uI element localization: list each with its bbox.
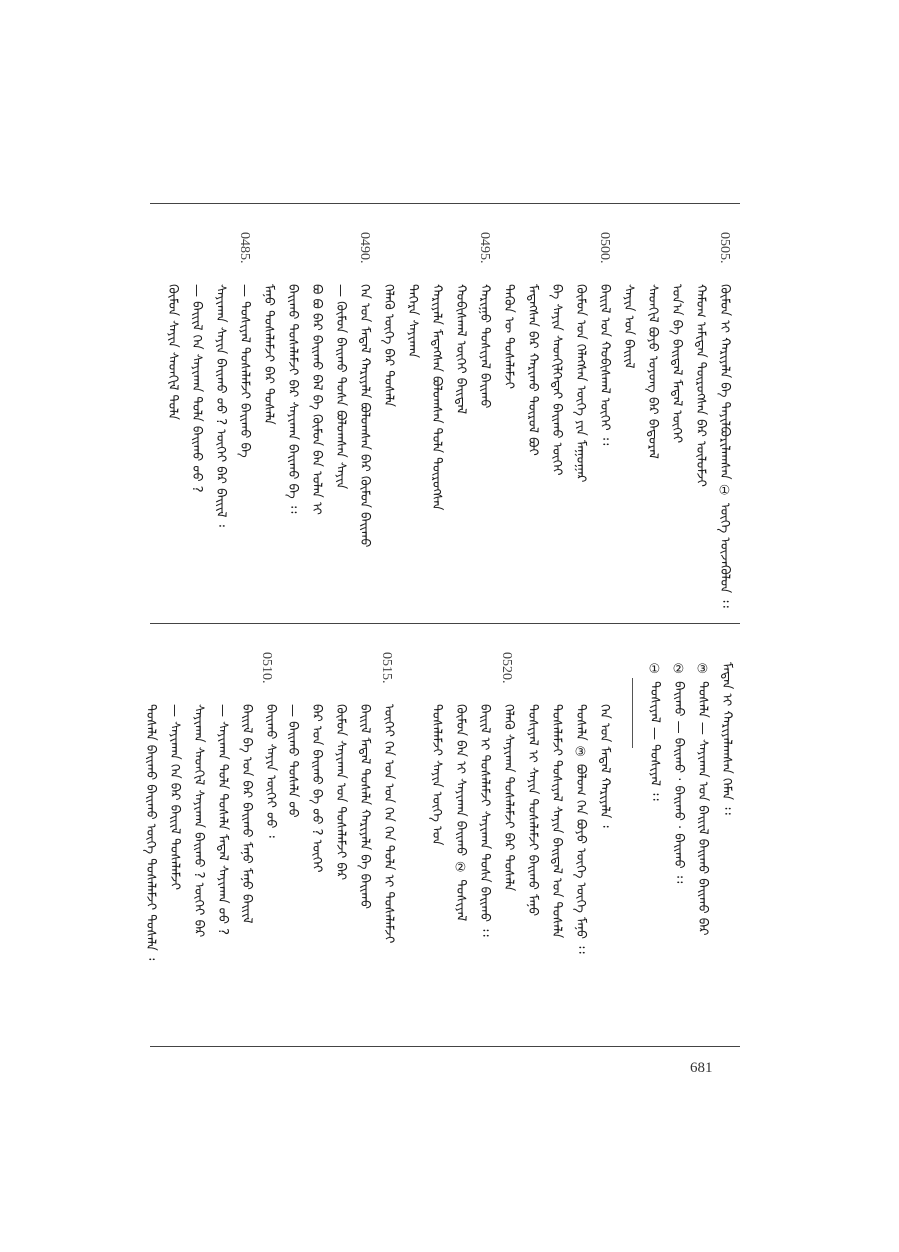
text-line: ᠬᠦᠮᠦᠨ ᠪᠠᠨ ᠢ ᠰᠠᠶᠢᠬᠠᠨ ᠪᠠᠢᠬᠤ ② ᠲᠤᠰᠢᠶᠠᠯ: [453, 704, 468, 922]
text-line: ᠰᠠᠶᠢᠬᠠᠨ ᠰᠡᠳᠬᠢᠯ ᠰᠠᠶᠢᠬᠠᠨ ᠪᠠᠢᠬᠤ ? ᠦᠭᠡᠢ ᠪᠡᠷ: [191, 704, 206, 938]
text-line: ᠪᠠᠢᠬᠤ ᠰᠠᠶᠢᠨ ᠦᠭᠡᠢ ᠤᠤ ᠄: [263, 704, 278, 838]
middle-rule: [150, 623, 740, 624]
entry-number: 0515.: [379, 652, 394, 684]
text-line: ᠲᠤᠰᠠᠯᠠ ᠪᠠᠢᠬᠤ ᠪᠠᠢᠬᠤ ᠦᠭᠡ ᠲᠤᠰᠠᠯᠠᠮᠵᠢ ᠲᠤᠰᠠᠯᠠ ᠄: [143, 704, 158, 961]
footnote-line: ᠮᠡᠳᠡᠨ ᠢ ᠬᠠᠷᠢᠶᠠᠯᠠᠭᠰᠠᠨ ᠬᠡᠮᠡᠨ ᠄᠄: [719, 662, 734, 815]
footnote-line: ③ ᠲᠤᠰᠠᠯᠠ — ᠰᠠᠶᠢᠬᠠᠨ ᠤᠨ ᠪᠠᠢᠢᠯ ᠪᠠᠢᠬᠤ ᠪᠠᠢᠬᠤ ᠪᠠᠷ: [695, 662, 710, 936]
footnote-line: ① ᠲᠤᠰᠢᠶᠠᠯ — ᠲᠤᠰᠢᠶᠠᠯ ᠄᠄: [647, 662, 662, 801]
entry-number: 0505.: [717, 232, 732, 264]
text-line: ᠮᠠᠨᠤ ᠲᠤᠰᠠᠯᠠᠮᠵᠢ ᠪᠡᠷ ᠲᠤᠰᠠᠯᠠ: [261, 284, 276, 425]
footnote-divider: [632, 678, 633, 748]
text-line: ᠬᠠᠮᠤᠭ ᠠᠮᠢᠲᠠᠨ ᠲᠦᠷᠦᠭᠰᠡᠨ ᠪᠡᠷ ᠦᠯᠦᠮᠵᠢ: [693, 284, 708, 487]
entry-number: 0510.: [259, 652, 274, 684]
text-line: ᠬᠠᠷᠢᠶᠠᠯᠠ ᠮᠡᠳᠡᠭᠰᠡᠨ ᠪᠤᠯᠤᠭᠰᠠᠨ ᠲᠤᠯᠠ ᠲᠦᠷᠦᠭᠰᠡᠨ: [429, 284, 444, 511]
text-line: ᠬᠡᠯᠡᠬᠦ ᠦᠭᠡ ᠪᠡᠷ ᠲᠤᠰᠠᠯᠠ: [381, 284, 396, 407]
text-line: — ᠲᠤᠰᠢᠶᠠᠯ ᠲᠤᠰᠠᠯᠠᠮᠵᠢ ᠪᠠᠢᠬᠤ ᠪᠠ: [237, 284, 252, 458]
text-line: ᠲᠤᠰᠢᠶᠠᠯ ᠢ ᠰᠠᠶᠢᠨ ᠲᠤᠰᠠᠯᠠᠮᠵᠢ ᠪᠠᠢᠬᠤ ᠮᠠᠨᠤ: [525, 704, 540, 917]
text-line: ᠪᠠ ᠰᠠᠶᠢᠨ ᠰᠡᠳᠬᠢᠯᠭᠡᠲᠡᠢ ᠪᠠᠢᠬᠤ ᠦᠭᠡᠢ: [549, 284, 564, 476]
text-line: ᠬᠦᠮᠦᠨ ᠤᠨ ᠬᠡᠯᠡᠭᠰᠡᠨ ᠦᠭᠡ ᠶᠢᠨ ᠮᠠᠭᠤᠭᠠᠷ: [573, 284, 588, 483]
text-line: ᠪᠤ ᠪᠤ ᠪᠠᠷ ᠪᠠᠢᠬᠤ ᠪᠡᠯ ᠪᠠ ᠬᠦᠮᠦᠨ ᠪᠠᠨ ᠤᠯᠠᠨ ᠢ: [309, 284, 324, 515]
text-line: ᠲᠤᠰᠠᠯᠠᠮᠵᠢ ᠲᠤᠰᠢᠶᠠᠯ ᠰᠠᠶᠢᠨ ᠪᠠᠢᠳᠠᠯ ᠤᠨ ᠲᠤᠰᠠᠯᠠ: [549, 704, 564, 939]
text-line: ᠲᠤᠰᠠᠯᠠᠮᠵᠢ ᠰᠠᠶᠢᠨ ᠦᠭᠡ ᠤᠨ: [429, 704, 444, 846]
text-line: ᠤᠨ᠎ᠠ ᠪᠠ ᠪᠠᠢᠳᠠᠯ ᠮᠡᠳᠡᠯ ᠦᠭᠡᠢ: [669, 284, 684, 444]
text-line: ᠲᠤᠰᠠᠯᠠ ③ ᠪᠤᠯᠤᠭ ᠬᠡᠨ ᠪᠤᠶᠤ ᠦᠭᠡ ᠦᠭᠡ ᠮᠠᠨᠤ ᠄᠄: [573, 704, 588, 954]
entry-number: 0495.: [477, 232, 492, 264]
text-line: ᠮᠡᠳᠡᠭᠰᠡᠨ ᠪᠡᠷ ᠬᠠᠷᠢᠬᠤ ᠲᠦᠷᠦᠯ ᠪᠤᠢ: [525, 284, 540, 456]
text-line: — ᠬᠦᠮᠦᠨ ᠪᠠᠢᠬᠤ ᠲᠤᠰᠠ ᠪᠤᠯᠤᠭᠰᠠᠨ ᠰᠠᠶᠢᠨ: [333, 284, 348, 490]
text-line: — ᠪᠠᠢᠢᠯ ᠬᠡᠨ ᠰᠠᠶᠢᠬᠠᠨ ᠲᠤᠯᠠ ᠪᠠᠢᠬᠤ ᠤᠤ ?: [189, 284, 204, 493]
text-line: ᠳᠡᠭᠡᠷᠡ ᠰᠠᠶᠢᠬᠠᠨ: [405, 284, 420, 358]
text-line: ᠬᠦᠮᠦᠨ ᠢ ᠬᠠᠷᠢᠶᠠᠯᠠ ᠪᠡ ᠲᠠᠶᠢᠯᠪᠤᠷᠢᠯᠠᠭᠰᠠᠨ ① ᠦᠭᠡ ᠦᠵᠡᠭᠦᠯᠦᠨ ᠄᠄: [717, 284, 732, 608]
text-line: ᠪᠠᠢᠢᠯ ᠤᠨ ᠬᠤᠪᠢᠰᠬᠠᠯ ᠦᠭᠡᠢ ᠄᠄: [597, 284, 612, 446]
text-line: ᠬᠦᠮᠦᠨ ᠰᠠᠶᠢᠨ ᠰᠡᠳᠬᠢᠯ ᠲᠤᠯᠠ: [165, 284, 180, 420]
text-line: ᠬᠡᠨ ᠤᠨ ᠮᠡᠳᠡᠯ ᠬᠠᠷᠢᠶᠠᠯᠠ ᠪᠤᠯᠤᠭᠰᠠᠨ ᠪᠡᠷ ᠬᠦᠮᠦᠨ ᠪᠠᠢᠬᠤ: [357, 284, 372, 548]
text-line: ᠦᠭᠡᠢ ᠬᠡᠨ ᠤᠨ ᠤᠨ ᠬᠡᠨ ᠬᠡᠨ ᠲᠤᠯᠠ ᠢ ᠲᠤᠰᠠᠯᠠᠮᠵᠢ: [381, 704, 396, 944]
bottom-rule: [150, 1046, 740, 1047]
entry-number: 0520.: [499, 652, 514, 684]
text-line: ᠰᠠᠶᠢᠬᠠᠨ ᠰᠠᠶᠢᠨ ᠪᠠᠢᠬᠤ ᠤᠤ ? ᠦᠭᠡᠢ ᠪᠡᠷ ᠪᠠᠢᠢᠯ ᠄: [213, 284, 228, 527]
text-line: ᠬᠡᠯᠡᠬᠦ ᠰᠠᠶᠢᠬᠠᠨ ᠲᠤᠰᠠᠯᠠᠮᠵᠢ ᠪᠡᠷ ᠲᠤᠰᠠᠯᠠ: [501, 704, 516, 892]
text-line: ᠪᠠᠢᠢᠯ ᠪᠠ ᠤᠨ ᠪᠡᠷ ᠪᠠᠢᠬᠤ ᠮᠠᠨᠤ ᠮᠠᠨᠤ ᠪᠠᠢᠢᠯ: [239, 704, 254, 924]
text-line: ᠬᠡᠨ ᠤᠨ ᠮᠡᠳᠡᠯ ᠬᠠᠷᠢᠶᠠᠯᠠ ᠄: [597, 704, 612, 828]
text-line: — ᠪᠠᠢᠬᠤ ᠲᠤᠰᠠᠯᠠ ᠤᠤ: [285, 704, 300, 818]
entry-number: 0500.: [597, 232, 612, 264]
top-rule: [150, 203, 740, 204]
text-line: — ᠰᠠᠶᠢᠬᠠᠨ ᠲᠤᠯᠠ ᠲᠤᠰᠠᠯᠠ ᠮᠡᠳᠡᠯ ᠰᠠᠶᠢᠬᠠᠨ ᠤᠤ ?: [215, 704, 230, 935]
text-line: ᠪᠠᠢᠬᠤ ᠲᠤᠰᠠᠯᠠᠮᠵᠢ ᠪᠡᠷ ᠰᠠᠶᠢᠬᠠᠨ ᠪᠠᠢᠬᠤ ᠪᠠ ᠄᠄: [285, 284, 300, 514]
text-line: — ᠰᠠᠶᠢᠬᠠᠨ ᠬᠡᠨ ᠪᠡᠷ ᠪᠠᠢᠢᠯ ᠲᠤᠰᠠᠯᠠᠮᠵᠢ: [167, 704, 182, 891]
text-line: ᠬᠠᠷᠢᠭᠤ ᠲᠤᠰᠢᠶᠠᠯ ᠪᠠᠢᠬᠤ: [477, 284, 492, 409]
text-line: ᠪᠡᠷ ᠤᠨ ᠪᠠᠢᠬᠤ ᠪᠠ ᠤᠤ ? ᠦᠭᠡᠢ: [309, 704, 324, 873]
text-line: ᠬᠤᠪᠢᠰᠬᠠᠯ ᠦᠭᠡᠢ ᠪᠠᠢᠳᠠᠯ: [453, 284, 468, 415]
text-line: ᠰᠠᠶᠢᠨ ᠤᠨ ᠪᠠᠢᠢᠯ: [621, 284, 636, 369]
text-line: ᠰᠡᠳᠬᠢᠯ ᠪᠤᠶᠤ ᠤᠶᠤᠩ ᠪᠡᠷ ᠪᠠᠳᠤᠷᠠᠯ: [645, 284, 660, 459]
footnote-line: ② ᠪᠠᠢᠬᠤ — ᠪᠠᠢᠬᠤ · ᠪᠠᠢᠬᠤ · ᠪᠠᠢᠬᠤ ᠄᠄: [671, 662, 686, 884]
page-number: 681: [690, 1060, 713, 1076]
text-line: ᠪᠠᠢᠢᠯ ᠮᠡᠳᠡᠯ ᠲᠤᠰᠠᠯᠠ ᠬᠠᠷᠢᠶᠠᠯᠠ ᠪᠠ ᠪᠠᠢᠬᠤ: [357, 704, 372, 909]
text-line: ᠲᠡᠭᠦᠨ ᠦ ᠲᠤᠰᠠᠯᠠᠮᠵᠢ: [501, 284, 516, 390]
text-line: ᠬᠦᠮᠦᠨ ᠰᠠᠶᠢᠬᠠᠨ ᠤᠨ ᠲᠤᠰᠠᠯᠠᠮᠵᠢ ᠪᠡᠷ: [333, 704, 348, 881]
text-line: ᠪᠠᠢᠢᠯ ᠢ ᠲᠤᠰᠠᠯᠠᠮᠵᠢ ᠰᠠᠶᠢᠬᠠᠨ ᠲᠤᠰᠠ ᠪᠠᠢᠬᠤ ᠄᠄: [477, 704, 492, 937]
entry-number: 0490.: [357, 232, 372, 264]
entry-number: 0485.: [237, 232, 252, 264]
